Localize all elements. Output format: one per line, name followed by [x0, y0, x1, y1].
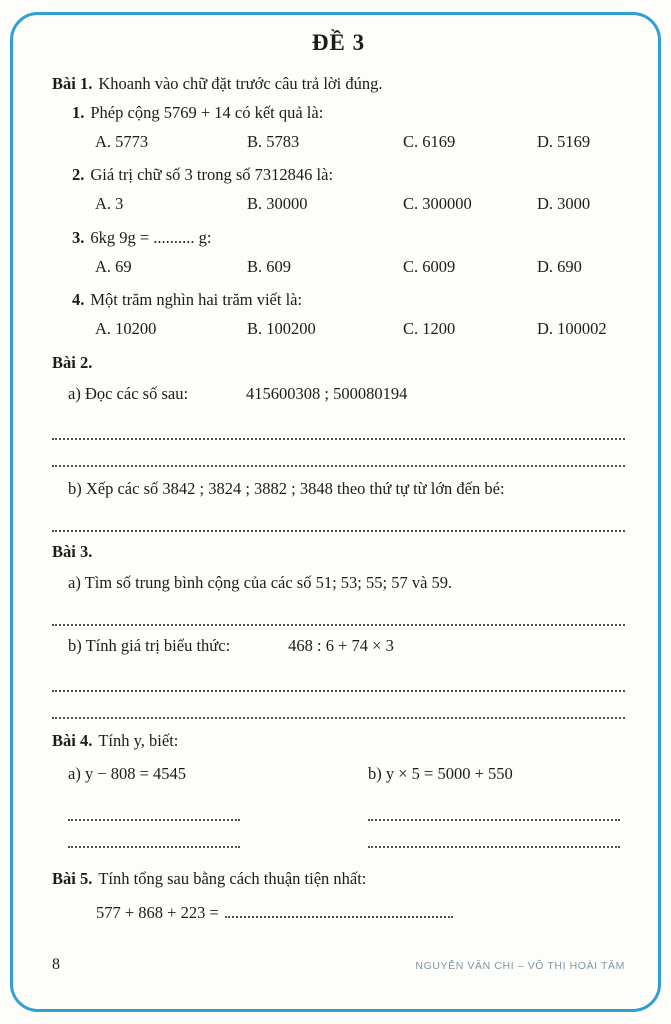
question-1-body: Phép cộng 5769 + 14 có kết quả là: [90, 102, 324, 122]
question-2 [52, 163, 625, 217]
question-3-number: 3. [72, 227, 85, 247]
choice-d: D. 3000 [537, 194, 591, 213]
page-content [52, 30, 625, 925]
choice-b: B. 100200 [247, 319, 316, 338]
choice-d: D. 690 [537, 256, 582, 276]
page-title: ĐỀ 3 [311, 30, 366, 55]
answer-dotted-line [368, 826, 620, 848]
bai5-label: Bài 5. [52, 868, 93, 888]
question-4-choices [95, 317, 625, 342]
question-3-choices [95, 255, 625, 280]
question-1-text [72, 101, 625, 126]
bai4-column-b [368, 762, 625, 853]
bai5-expression: 577 + 868 + 223 = [96, 902, 219, 922]
bai2-a-numbers: 415600308 ; 500080194 [246, 383, 408, 403]
choice-d: D. 100002 [537, 319, 607, 338]
choice-c: C. 300000 [403, 194, 472, 213]
answer-dotted-line [52, 510, 625, 532]
choice-a: A. 3 [95, 194, 124, 213]
question-4 [52, 288, 625, 342]
question-4-body: Một trăm nghìn hai trăm viết là: [90, 290, 303, 310]
question-2-choices [95, 192, 625, 217]
bai5-expression-row [96, 900, 625, 926]
choice-b: B. 5783 [247, 131, 300, 151]
bai4-text: Tính y, biết: [98, 731, 179, 751]
answer-dotted-line [68, 826, 240, 848]
answer-dotted-line [368, 799, 620, 821]
answer-dotted-line [52, 604, 625, 626]
bai3-label: Bài 3. [52, 542, 93, 561]
page-number: 8 [52, 956, 60, 973]
question-1-choices [95, 130, 625, 155]
bai2-a-label: a) Đọc các số sau: [68, 383, 189, 403]
question-2-body: Giá trị chữ số 3 trong số 7312846 là: [90, 165, 334, 185]
question-3-text [72, 226, 625, 251]
choice-d: D. 5169 [537, 131, 591, 151]
bai3-b-expression: 468 : 6 + 74 × 3 [288, 635, 394, 655]
answer-dotted-line [52, 418, 625, 440]
question-4-number: 4. [72, 290, 85, 310]
bai2-part-b: b) Xếp các số 3842 ; 3824 ; 3882 ; 3848 theo thứ tự từ lớn đến bé: [68, 479, 505, 499]
question-1 [52, 101, 625, 155]
choice-a: A. 5773 [95, 131, 149, 151]
page-footer [52, 956, 625, 974]
choice-b: B. 609 [247, 256, 292, 276]
bai5-text: Tính tổng sau bằng cách thuận tiện nhất: [98, 868, 367, 888]
question-4-text [72, 288, 625, 313]
bai1-instruction: Khoanh vào chữ đặt trước câu trả lời đúng. [98, 74, 383, 93]
choice-b: B. 30000 [247, 194, 308, 213]
choice-a: A. 69 [95, 256, 132, 276]
answer-dotted-line [52, 445, 625, 467]
choice-c: C. 6169 [403, 131, 456, 151]
authors-credit: NGUYỄN VĂN CHI – VÕ THỊ HOÀI TÂM [415, 960, 625, 972]
bai3-b-label: b) Tính giá trị biểu thức: [68, 635, 231, 655]
choice-c: C. 1200 [403, 319, 456, 338]
bai2-part-a [68, 382, 625, 407]
question-3 [52, 226, 625, 280]
answer-dotted-line [68, 799, 240, 821]
answer-dotted-line [52, 670, 625, 692]
choice-c: C. 6009 [403, 256, 456, 276]
bai1-label: Bài 1. [52, 74, 93, 93]
bai2-label: Bài 2. [52, 352, 93, 372]
question-2-number: 2. [72, 165, 85, 185]
bai4-columns [68, 762, 625, 853]
answer-dotted-line [52, 697, 625, 719]
bai4-label: Bài 4. [52, 731, 93, 751]
bai4-a-expression: a) y − 808 = 4545 [68, 764, 187, 783]
bai4-heading [52, 729, 625, 754]
bai4-column-a [68, 762, 368, 853]
bai4-b-expression: b) y × 5 = 5000 + 550 [368, 764, 513, 783]
answer-dotted-line [225, 900, 453, 918]
question-2-text [72, 163, 625, 188]
question-3-body: 6kg 9g = .......... g: [90, 227, 212, 247]
bai1-heading [52, 72, 625, 97]
question-1-number: 1. [72, 102, 85, 122]
bai5-heading [52, 867, 625, 892]
bai3-part-a: a) Tìm số trung bình cộng của các số 51; 53; 55; 57 và 59. [68, 572, 453, 592]
bai3-part-b [68, 634, 625, 659]
choice-a: A. 10200 [95, 319, 157, 338]
